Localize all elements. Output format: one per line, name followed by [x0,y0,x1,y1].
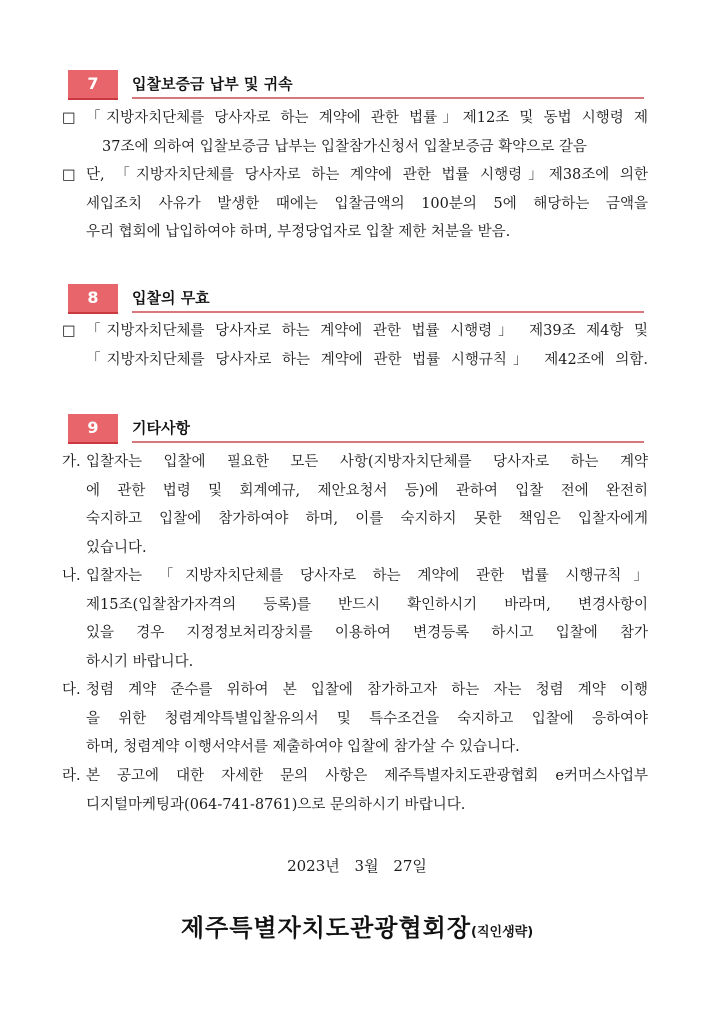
notice-date: 2023년 3월 27일 [287,857,427,875]
section-7-item-2: □ 단, 「지방자치단체를 당사자로 하는 계약에 관한 법률 시행령」제38조에 의한 세입조치 사유가 발생한 때에는 입찰금액의 100분의 5에 해당하는 금액을 우리 협회에 납입하여야 하며, 부정당업자로 입찰 제한 처분을 받음. [62,161,648,247]
issuer-name: 제주특별자치도관광협회장 [180,914,472,942]
section-underline [132,97,644,99]
section-number-badge: 8 [68,284,118,314]
section-title: 입찰보증금 납부 및 귀속 [132,75,293,93]
section-8-header [68,284,644,316]
section-9-item-ga: 가. 입찰자는 입찰에 필요한 모든 사항(지방자치단체를 당사자로 하는 계약 에 관한 법령 및 회계예규, 제안요청서 등)에 관하여 입찰 전에 완전히 숙지하고 입찰에 참가하여야 하며, 이를 숙지하지 못한 책임은 입찰자에게 있습니다. [62,454,648,556]
section-underline [132,311,644,313]
section-8-item-1: □ 「지방자치단체를 당사자로 하는 계약에 관한 법률 시행령」 제39조 제4항 및 「지방자치단체를 당사자로 하는 계약에 관한 법률 시행규칙」 제42조에 의함. [62,317,648,374]
section-title: 입찰의 무효 [132,289,210,307]
section-7-header [68,70,644,102]
seal-omitted-note: (직인생략) [471,925,534,940]
checkbox-bullet: □ [62,110,76,126]
checkbox-bullet: □ [62,167,76,183]
section-9-item-na: 나. 입찰자는 「지방자치단체를 당사자로 하는 계약에 관한 법률 시행규칙」 제15조(입찰참가자격의 등록)를 반드시 확인하시기 바라며, 변경사항이 있을 경우 지정정보처리장치를 이용하여 변경등록 하시고 입찰에 참가 하시기 바랍니다. [62,568,648,670]
signature-block [0,908,714,943]
section-9-header [68,414,644,446]
section-9-item-da: 다. 청렴 계약 준수를 위하여 본 입찰에 참가하고자 하는 자는 청렴 계약 이행 을 위한 청렴계약특별입찰유의서 및 특수조건을 숙지하고 입찰에 응하여야 하며, 청렴계약 이행서약서를 제출하여야 입찰에 참가살 수 있습니다. [62,682,648,755]
section-title: 기타사항 [132,419,190,437]
section-7-item-1: □ 「지방자치단체를 당사자로 하는 계약에 관한 법률」제12조 및 동법 시행령 제 37조에 의하여 입찰보증금 납부는 입찰참가신청서 입찰보증금 확약으로 갈음 [62,104,648,161]
section-9-item-ra: 라. 본 공고에 대한 자세한 문의 사항은 제주특별자치도관광협회 e커머스사업부 디지털마케팅과(064-741-8761)으로 문의하시기 바랍니다. [62,768,648,813]
checkbox-bullet: □ [62,323,76,339]
section-underline [132,441,644,443]
section-number-badge: 7 [68,70,118,100]
section-number-badge: 9 [68,414,118,444]
